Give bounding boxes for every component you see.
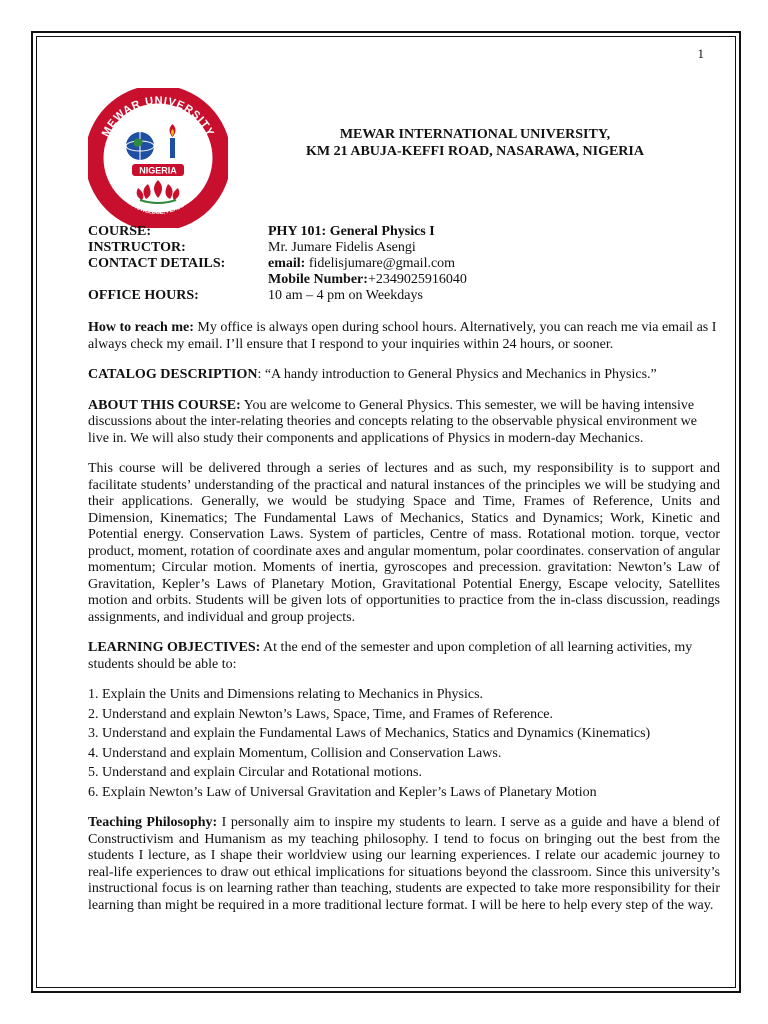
email-label: email: (268, 256, 306, 271)
email-value: fidelisjumare@gmail.com (305, 256, 456, 271)
office-hours-row (88, 288, 467, 304)
philosophy-label: Teaching Philosophy: (88, 815, 218, 830)
catalog-paragraph (88, 367, 720, 384)
list-item: 6. Explain Newton’s Law of Universal Gravitation and Kepler’s Laws of Planetary Motion (88, 784, 597, 800)
catalog-label: CATALOG DESCRIPTION (88, 367, 258, 382)
email-line (268, 256, 455, 272)
mobile-value: +2349025916040 (367, 272, 467, 287)
philosophy-text: I personally aim to inspire my students to learn. I serve as a guide and have a blend of Constructivism and Humanism as my teaching philosophy. I tend to focus on bringing out the best from the students I lecture, as I shape their worldview using our learning experiences. I relate our academic journey to real-life experiences to draw out ethical implications for situations beyond the classroom. Since this university’s instructional focus is on learning rather than teaching, students are expected to take more responsibility for their learning than might be required in a more traditional lecture format. I will be here to help every step of the way. (88, 815, 720, 913)
logo-badge-text: NIGERIA (139, 165, 177, 176)
list-item: 4. Understand and explain Momentum, Collision and Conservation Laws. (88, 745, 502, 761)
course-row (88, 224, 467, 240)
office-hours-value: 10 am – 4 pm on Weekdays (268, 288, 423, 303)
mobile-spacer (88, 272, 268, 288)
university-header (250, 126, 700, 160)
course-info (88, 224, 467, 304)
objectives-intro: At the end of the semester and upon completion of all learning activities, my students should be able to: (88, 640, 693, 672)
university-address: KM 21 ABUJA-KEFFI ROAD, NASARAWA, NIGERIA (306, 144, 644, 159)
list-item: 3. Understand and explain the Fundamental Laws of Mechanics, Statics and Dynamics (Kinematics) (88, 726, 651, 741)
office-hours-label: OFFICE HOURS: (88, 288, 199, 303)
catalog-text: : “A handy introduction to General Physics and Mechanics in Physics.” (257, 367, 657, 382)
mewar-university-logo (88, 88, 228, 228)
philosophy-paragraph (88, 815, 720, 914)
course-label: COURSE: (88, 224, 152, 239)
reach-text: My office is always open during school hours. Alternatively, you can reach me via email as I always check my email. I’ll ensure that I respond to your inquiries within 24 hours, or sooner. (88, 320, 717, 352)
about-paragraph (88, 398, 720, 448)
delivery-paragraph: This course will be delivered through a series of lectures and as such, my responsibility is to support and facilitate students’ understanding of the practical and natural instances of the principles we will be studying and their applications. Generally, we would be studying Space and Time, Frames of Reference, Units and Dimension, Kinematics; The Fundamental Laws of Mechanics, Statics and Dynamics; Work, Kinetic and Potential energy. Conservation Laws. System of particles, Centre of mass. Rotational motion. torque, vector product, moment, rotation of coordinate axes and angular momentum, polar coordinates. conservation of angular momentum; Circular motion. Moments of inertia, gyroscopes and precession. gravitation: Newton’s Law of Gravitation, Kepler’s Laws of Planetary Motion, Gravitational Potential Energy, Escape velocity, Satellites motion and orbits. Students will be given lots of opportunities to practice from the in-class discussion, readings assignments, and individual and group projects. (88, 461, 720, 625)
objectives-paragraph (88, 640, 720, 673)
list-item: 5. Understand and explain Circular and Rotational motions. (88, 765, 422, 780)
about-label: ABOUT THIS COURSE: (88, 397, 241, 413)
about-text: You are welcome to General Physics. This semester, we will be having intensive discussions about the inter-relating theories and concepts relating to the observable physical environment we live in. We will also study their components and applications of Physics in modern-day Mechanics. (88, 397, 697, 446)
instructor-row (88, 240, 467, 256)
page-number: 1 (697, 46, 704, 61)
syllabus-body (88, 320, 720, 928)
logo-motto: DUCATION FOR KNOWLEDGE, PEACE AND PROSPERIT (107, 166, 209, 217)
list-item: 1. Explain the Units and Dimensions relating to Mechanics in Physics. (88, 687, 484, 702)
list-item: 2. Understand and explain Newton’s Laws, Space, Time, and Frames of Reference. (88, 706, 553, 722)
mobile-line (268, 272, 467, 288)
torch-icon (170, 138, 175, 158)
mobile-label: Mobile Number: (268, 272, 368, 287)
reach-label: How to reach me: (88, 320, 194, 335)
instructor-label: INSTRUCTOR: (88, 240, 186, 255)
objectives-label: LEARNING OBJECTIVES: (88, 640, 261, 655)
reach-paragraph (88, 320, 720, 353)
contact-row (88, 256, 467, 272)
instructor-value: Mr. Jumare Fidelis Asengi (268, 240, 416, 255)
objectives-list (88, 687, 720, 801)
logo-top-text: MEWAR UNIVERSITY (99, 94, 217, 139)
mobile-row (88, 272, 467, 288)
university-name: MEWAR INTERNATIONAL UNIVERSITY, (339, 127, 611, 142)
course-value: PHY 101: General Physics I (268, 224, 435, 239)
contact-label: CONTACT DETAILS: (88, 256, 226, 271)
